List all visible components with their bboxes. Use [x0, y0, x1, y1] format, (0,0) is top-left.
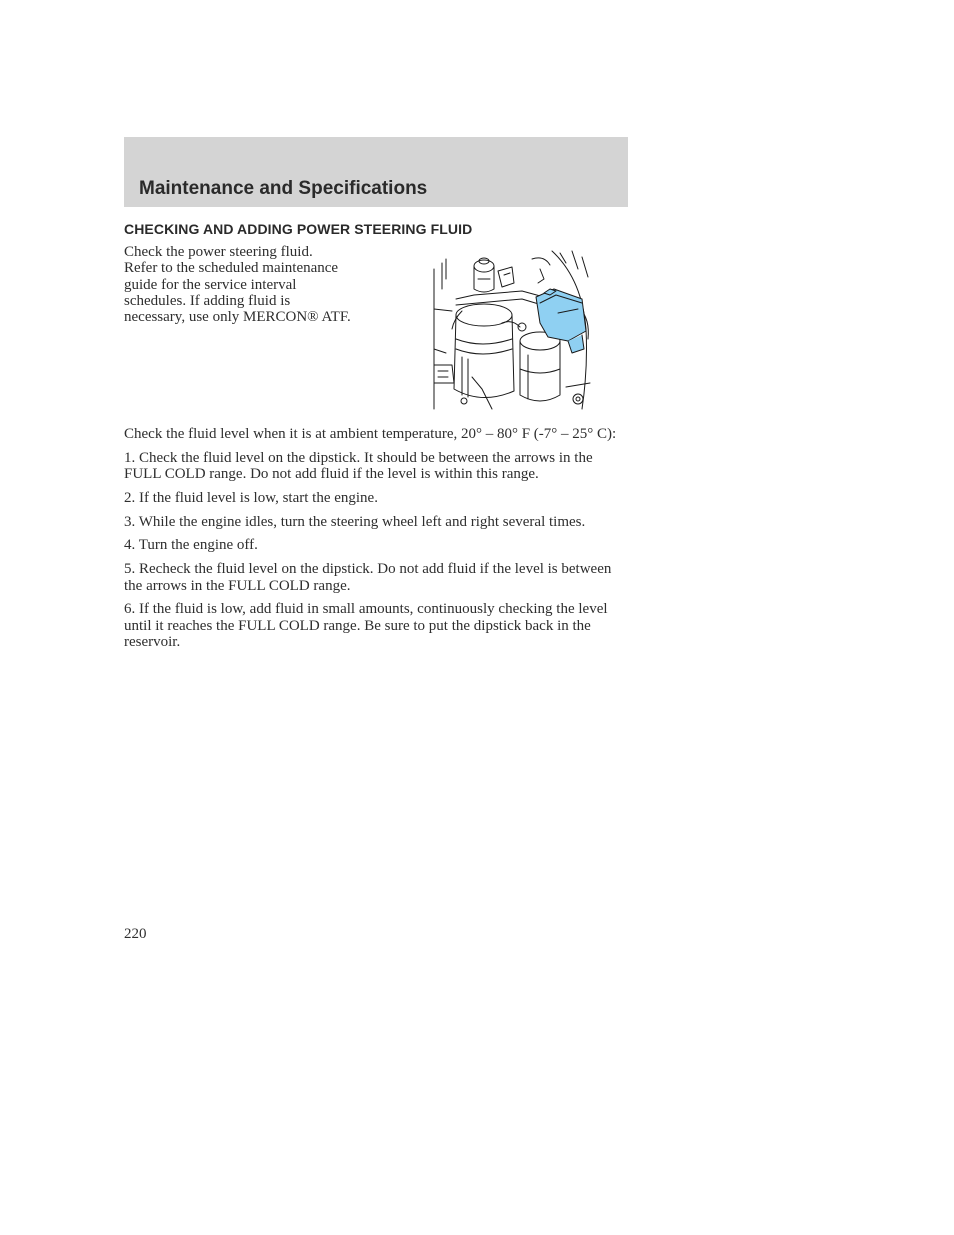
step-paragraph: 1. Check the fluid level on the dipstick. It should be between the arrows in the FULL COLD range. Do not add fluid if the level is within this range. [124, 449, 593, 483]
intro-line: guide for the service interval [124, 276, 297, 293]
step-paragraph: 2. If the fluid level is low, start the engine. [124, 489, 378, 506]
intro-paragraph [124, 244, 386, 325]
intro-line: Refer to the scheduled maintenance [124, 260, 339, 277]
intro-line: schedules. If adding fluid is [124, 292, 291, 309]
step-paragraph: 4. Turn the engine off. [124, 537, 258, 554]
section-header-band [124, 137, 628, 207]
page-number: 220 [124, 926, 147, 942]
section-heading: CHECKING AND ADDING POWER STEERING FLUID [124, 221, 473, 237]
engine-compartment-illustration [432, 249, 592, 411]
step-paragraph: 6. If the fluid is low, add fluid in small amounts, continuously checking the level until it reaches the FULL COLD range. Be sure to put the dipstick back in the reservoir. [124, 601, 608, 650]
page-title: Maintenance and Specifications [139, 178, 428, 199]
intro-line: Check the power steering fluid. [124, 244, 313, 260]
intro-line: necessary, use only MERCON® ATF. [124, 309, 351, 326]
step-paragraph: 3. While the engine idles, turn the steering wheel left and right several times. [124, 513, 586, 530]
step-paragraph: 5. Recheck the fluid level on the dipstick. Do not add fluid if the level is between the arrows in the FULL COLD range. [124, 561, 612, 594]
procedure-steps [124, 426, 624, 658]
step-paragraph: Check the fluid level when it is at ambient temperature, 20° – 80° F (-7° – 25° C): [124, 426, 617, 442]
